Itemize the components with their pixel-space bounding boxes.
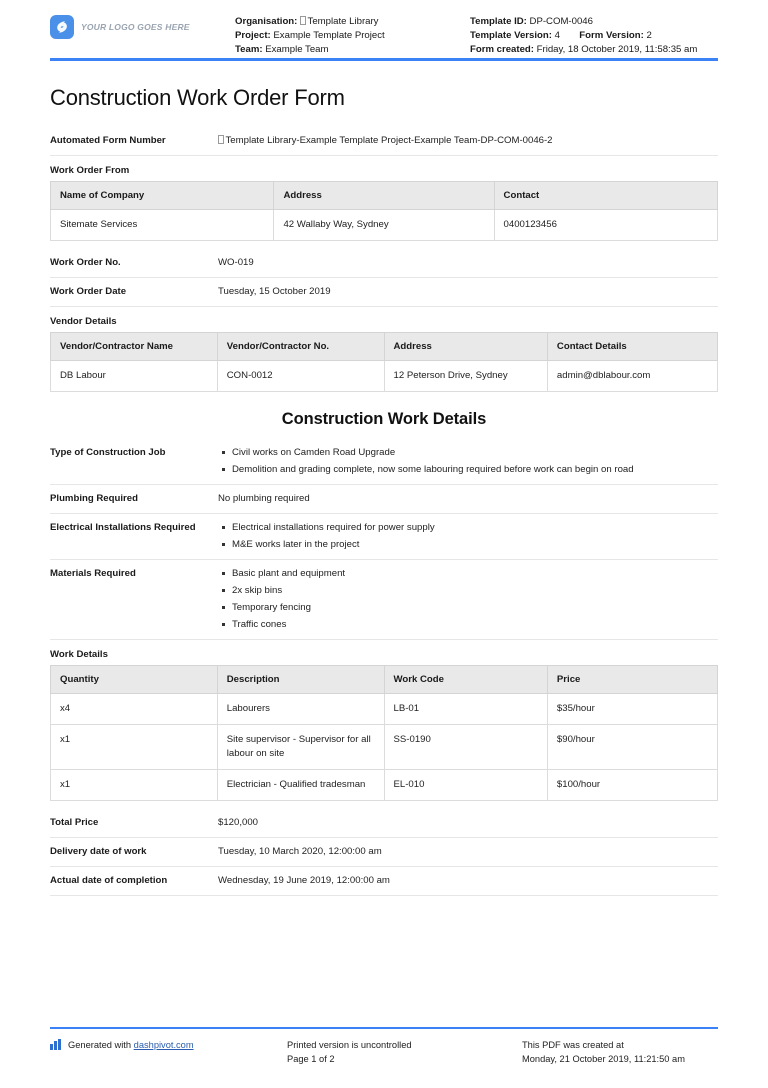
work-order-from-label: Work Order From bbox=[50, 165, 130, 176]
table-header-row bbox=[51, 333, 718, 361]
header-divider bbox=[50, 58, 718, 61]
total-price-value: $120,000 bbox=[218, 817, 259, 828]
table-cell: 12 Peterson Drive, Sydney bbox=[384, 361, 547, 392]
footer-generated-block bbox=[50, 1038, 287, 1066]
bullet-list bbox=[218, 521, 718, 552]
header-meta-left bbox=[235, 15, 470, 58]
list-item: 2x skip bins bbox=[232, 584, 718, 598]
automated-form-number-value: Template Library-Example Template Project-Example Team-DP-COM-0046-2 bbox=[218, 134, 718, 148]
actual-date-label: Actual date of completion bbox=[50, 875, 168, 886]
table-header-row bbox=[51, 182, 718, 210]
table-cell: Site supervisor - Supervisor for all labour on site bbox=[217, 725, 384, 770]
team-line bbox=[235, 43, 470, 57]
project-line bbox=[235, 29, 470, 43]
table-cell: DB Labour bbox=[51, 361, 218, 392]
logo-block bbox=[50, 15, 235, 39]
page-title: Construction Work Order Form bbox=[50, 85, 345, 110]
version-line bbox=[470, 29, 718, 43]
list-item: M&E works later in the project bbox=[232, 538, 718, 552]
document-footer bbox=[50, 1027, 718, 1067]
column-header: Contact bbox=[494, 182, 717, 210]
column-header: Vendor/Contractor Name bbox=[51, 333, 218, 361]
list-item: Demolition and grading complete, now some labouring required before work can begin on road bbox=[232, 463, 718, 477]
table-header-row bbox=[51, 666, 718, 694]
table-row bbox=[51, 694, 718, 725]
electrical-row bbox=[50, 514, 718, 560]
pdf-created-label: This PDF was created at bbox=[522, 1040, 624, 1050]
actual-date-value: Wednesday, 19 June 2019, 12:00:00 am bbox=[218, 875, 390, 886]
footer-created-block bbox=[522, 1038, 718, 1066]
table-cell: x1 bbox=[51, 725, 218, 770]
form-created-label: Form created: bbox=[470, 44, 534, 56]
section-heading-work-details: Construction Work Details bbox=[281, 410, 487, 428]
list-item: Basic plant and equipment bbox=[232, 567, 718, 581]
pdf-created-value: Monday, 21 October 2019, 11:21:50 am bbox=[522, 1054, 685, 1064]
table-cell: 42 Wallaby Way, Sydney bbox=[274, 210, 494, 241]
table-row bbox=[51, 770, 718, 801]
table-cell: admin@dblabour.com bbox=[547, 361, 717, 392]
footer-divider bbox=[50, 1027, 718, 1030]
work-order-no-label: Work Order No. bbox=[50, 257, 121, 268]
table-cell: SS-0190 bbox=[384, 725, 547, 770]
missing-glyph-icon bbox=[218, 135, 224, 144]
plumbing-value: No plumbing required bbox=[218, 493, 310, 504]
column-header: Contact Details bbox=[547, 333, 717, 361]
table-cell: x4 bbox=[51, 694, 218, 725]
organisation-line bbox=[235, 15, 470, 29]
total-price-row bbox=[50, 809, 718, 838]
list-item: Traffic cones bbox=[232, 618, 718, 632]
table-row bbox=[51, 210, 718, 241]
table-cell: x1 bbox=[51, 770, 218, 801]
delivery-date-value: Tuesday, 10 March 2020, 12:00:00 am bbox=[218, 846, 382, 857]
automated-form-number-label: Automated Form Number bbox=[50, 135, 166, 146]
table-cell: $100/hour bbox=[547, 770, 717, 801]
column-header: Description bbox=[217, 666, 384, 694]
project-label: Project: bbox=[235, 30, 271, 42]
construction-job-label: Type of Construction Job bbox=[50, 447, 166, 458]
list-item: Temporary fencing bbox=[232, 601, 718, 615]
template-id-value: DP-COM-0046 bbox=[529, 16, 593, 27]
project-value: Example Template Project bbox=[273, 30, 385, 42]
list-item: Civil works on Camden Road Upgrade bbox=[232, 446, 718, 460]
table-cell: Sitemate Services bbox=[51, 210, 274, 241]
table-row bbox=[51, 725, 718, 770]
plumbing-label: Plumbing Required bbox=[50, 493, 138, 504]
table-cell: $35/hour bbox=[547, 694, 717, 725]
page-number-text: Page 1 of 2 bbox=[287, 1054, 335, 1064]
delivery-date-row bbox=[50, 838, 718, 867]
bullet-list bbox=[218, 446, 718, 477]
total-price-label: Total Price bbox=[50, 817, 99, 828]
template-id-line bbox=[470, 15, 718, 29]
dashpivot-link[interactable]: dashpivot.com bbox=[133, 1040, 194, 1050]
work-details-table-label: Work Details bbox=[50, 649, 108, 660]
construction-job-value bbox=[218, 446, 718, 477]
work-order-no-value: WO-019 bbox=[218, 257, 254, 268]
table-cell: EL-010 bbox=[384, 770, 547, 801]
organisation-value: Template Library bbox=[307, 16, 379, 27]
materials-value bbox=[218, 567, 718, 632]
organisation-label: Organisation: bbox=[235, 16, 298, 27]
column-header: Price bbox=[547, 666, 717, 694]
automated-form-number-row bbox=[50, 127, 718, 156]
missing-glyph-icon bbox=[300, 16, 306, 25]
work-details-table bbox=[50, 665, 718, 801]
team-value: Example Team bbox=[265, 44, 329, 56]
team-label: Team: bbox=[235, 44, 263, 56]
table-cell: Labourers bbox=[217, 694, 384, 725]
bar-chart-icon bbox=[50, 1039, 62, 1050]
materials-row bbox=[50, 560, 718, 640]
vendor-details-table bbox=[50, 332, 718, 392]
table-cell: LB-01 bbox=[384, 694, 547, 725]
column-header: Address bbox=[384, 333, 547, 361]
table-cell: 0400123456 bbox=[494, 210, 717, 241]
table-cell: Electrician - Qualified tradesman bbox=[217, 770, 384, 801]
work-order-date-row bbox=[50, 278, 718, 307]
form-created-value: Friday, 18 October 2019, 11:58:35 am bbox=[536, 44, 698, 56]
work-order-from-table bbox=[50, 181, 718, 241]
form-created-line bbox=[470, 43, 718, 57]
list-item: Electrical installations required for power supply bbox=[232, 521, 718, 535]
printed-version-text: Printed version is uncontrolled bbox=[287, 1040, 412, 1050]
plumbing-row bbox=[50, 485, 718, 514]
template-version-value: 4 bbox=[554, 30, 560, 42]
template-id-label: Template ID: bbox=[470, 16, 527, 27]
construction-job-row bbox=[50, 439, 718, 485]
table-cell: CON-0012 bbox=[217, 361, 384, 392]
footer-printed-block bbox=[287, 1038, 522, 1066]
electrical-value bbox=[218, 521, 718, 552]
bullet-list bbox=[218, 567, 718, 632]
work-order-date-label: Work Order Date bbox=[50, 286, 127, 297]
materials-label: Materials Required bbox=[50, 568, 136, 579]
document-header bbox=[50, 0, 718, 56]
work-order-no-row bbox=[50, 249, 718, 278]
footer-generated-text: Generated with dashpivot.com bbox=[68, 1040, 194, 1050]
column-header: Vendor/Contractor No. bbox=[217, 333, 384, 361]
column-header: Quantity bbox=[51, 666, 218, 694]
form-version-label: Form Version: bbox=[579, 30, 644, 42]
header-meta-right bbox=[470, 15, 718, 58]
logo-text: YOUR LOGO GOES HERE bbox=[81, 22, 190, 32]
template-version-label: Template Version: bbox=[470, 30, 552, 42]
column-header: Name of Company bbox=[51, 182, 274, 210]
work-order-date-value: Tuesday, 15 October 2019 bbox=[218, 286, 331, 297]
form-version-value: 2 bbox=[646, 30, 652, 42]
table-cell: $90/hour bbox=[547, 725, 717, 770]
vendor-details-label: Vendor Details bbox=[50, 316, 117, 327]
actual-date-row bbox=[50, 867, 718, 896]
delivery-date-label: Delivery date of work bbox=[50, 846, 147, 857]
column-header: Address bbox=[274, 182, 494, 210]
column-header: Work Code bbox=[384, 666, 547, 694]
table-row bbox=[51, 361, 718, 392]
sitemate-logo-icon bbox=[50, 15, 74, 39]
electrical-label: Electrical Installations Required bbox=[50, 522, 196, 533]
